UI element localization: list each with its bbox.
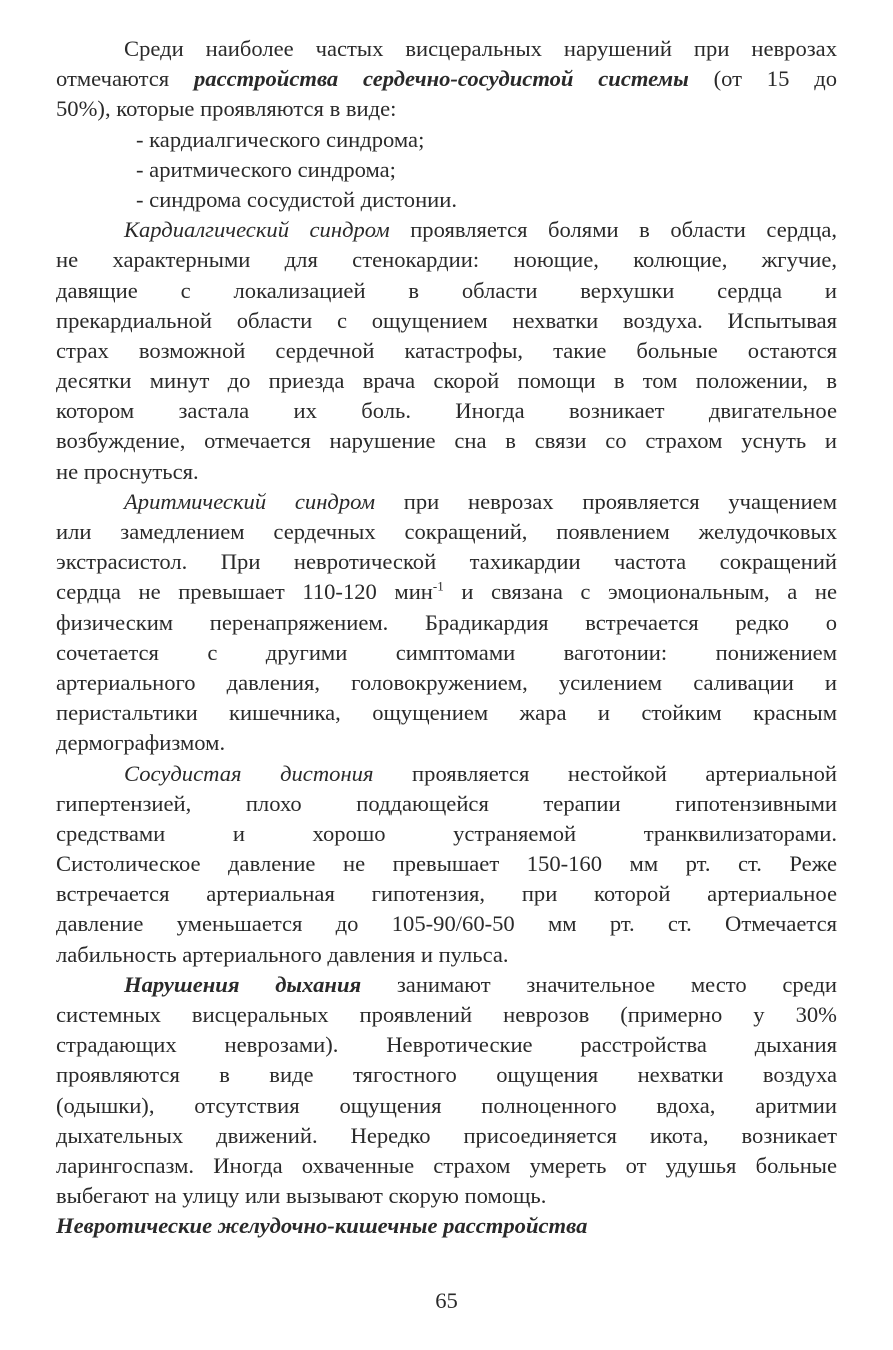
text-line bbox=[56, 698, 837, 728]
text-line bbox=[56, 366, 837, 396]
text-line bbox=[56, 487, 837, 517]
page-number: 65 bbox=[435, 1288, 458, 1313]
text-segment: прекардиальной области с ощущением нехватки воздуха. Испытывая bbox=[56, 307, 837, 333]
emphasis-it: Аритмический синдром bbox=[124, 488, 375, 514]
text-segment: давление уменьшается до 105-90/60-50 мм рт. ст. Отмечается bbox=[56, 911, 837, 937]
emphasis-bi: Нарушения дыхания bbox=[124, 971, 362, 997]
text-segment: Систолическое давление не превышает 150-160 мм рт. ст. Реже bbox=[56, 851, 837, 877]
text-segment: проявляются в виде тягостного ощущения нехватки воздуха bbox=[56, 1062, 837, 1088]
text-segment: сочетается с другими симптомами ваготонии: понижением bbox=[56, 639, 837, 665]
body-text bbox=[56, 34, 837, 1242]
text-line bbox=[56, 155, 837, 185]
text-segment: экстрасистол. При невротической тахикардии частота сокращений bbox=[56, 549, 837, 575]
text-segment: - синдрома сосудистой дистонии. bbox=[136, 186, 457, 212]
text-line bbox=[56, 276, 837, 306]
text-line bbox=[56, 577, 837, 607]
text-line bbox=[56, 608, 837, 638]
text-segment: гипертензией, плохо поддающейся терапии гипотензивными bbox=[56, 790, 837, 816]
text-line bbox=[56, 94, 837, 124]
text-line bbox=[56, 34, 837, 64]
text-segment: не проснуться. bbox=[56, 458, 199, 484]
text-segment: ларингоспазм. Иногда охваченные страхом умереть от удушья больные bbox=[56, 1152, 837, 1178]
text-line bbox=[56, 1151, 837, 1181]
text-line bbox=[56, 759, 837, 789]
text-line bbox=[56, 1181, 837, 1211]
text-segment: сердца не превышает 110-120 мин bbox=[56, 579, 433, 605]
text-line bbox=[56, 1000, 837, 1030]
text-line bbox=[56, 1060, 837, 1090]
text-line bbox=[56, 940, 837, 970]
text-line bbox=[56, 1030, 837, 1060]
text-segment: десятки минут до приезда врача скорой помощи в том положении, в bbox=[56, 368, 837, 394]
emphasis-sup: -1 bbox=[432, 578, 444, 594]
text-line bbox=[56, 879, 837, 909]
text-line bbox=[56, 517, 837, 547]
text-segment: встречается артериальная гипотензия, при которой артериальное bbox=[56, 881, 837, 907]
text-line bbox=[56, 457, 837, 487]
text-segment: не характерными для стенокардии: ноющие, колющие, жгучие, bbox=[56, 247, 837, 273]
emphasis-it: Кардиалгический синдром bbox=[124, 217, 390, 243]
text-segment: или замедлением сердечных сокращений, появлением желудочковых bbox=[56, 519, 837, 544]
text-segment: и связана с эмоциональным, а не bbox=[443, 579, 837, 605]
text-segment: проявляется болями в области сердца, bbox=[389, 217, 837, 243]
emphasis-bi: Невротические желудочно-кишечные расстройства bbox=[56, 1213, 588, 1239]
text-segment: (от 15 до bbox=[688, 66, 837, 92]
text-line bbox=[56, 819, 837, 849]
text-segment: котором застала их боль. Иногда возникает двигательное bbox=[56, 398, 837, 424]
text-line bbox=[56, 970, 837, 1000]
emphasis-bi: расстройства сердечно-сосудистой системы bbox=[193, 66, 689, 92]
text-segment: артериального давления, головокружением, усилением саливации и bbox=[56, 669, 837, 695]
text-line bbox=[56, 396, 837, 426]
text-line bbox=[56, 336, 837, 366]
text-segment: - аритмического синдрома; bbox=[136, 156, 396, 182]
text-segment: лабильность артериального давления и пульса. bbox=[56, 941, 509, 967]
text-line bbox=[56, 306, 837, 336]
text-segment: занимают значительное место среди bbox=[361, 971, 837, 997]
text-segment: (одышки), отсутствия ощущения полноценного вдоха, аритмии bbox=[56, 1092, 837, 1118]
text-segment: перистальтики кишечника, ощущением жара и стойким красным bbox=[56, 700, 837, 726]
text-segment: Среди наиболее частых висцеральных нарушений при неврозах bbox=[124, 36, 837, 61]
text-line bbox=[56, 1091, 837, 1121]
text-segment: средствами и хорошо устраняемой транквилизаторами. bbox=[56, 820, 837, 846]
text-line bbox=[56, 215, 837, 245]
emphasis-it: Сосудистая дистония bbox=[124, 760, 374, 786]
text-line bbox=[56, 668, 837, 698]
text-segment: дыхательных движений. Нередко присоединяется икота, возникает bbox=[56, 1122, 837, 1148]
text-line bbox=[56, 426, 837, 456]
text-segment: страх возможной сердечной катастрофы, такие больные остаются bbox=[56, 337, 837, 363]
text-line bbox=[56, 547, 837, 577]
text-line bbox=[56, 1121, 837, 1151]
text-line bbox=[56, 185, 837, 215]
text-segment: системных висцеральных проявлений неврозов (примерно у 30% bbox=[56, 1002, 837, 1027]
text-line bbox=[56, 728, 837, 758]
text-line bbox=[56, 909, 837, 939]
text-segment: возбуждение, отмечается нарушение сна в связи со страхом уснуть и bbox=[56, 428, 837, 454]
text-segment: проявляется нестойкой артериальной bbox=[373, 760, 837, 786]
text-segment: выбегают на улицу или вызывают скорую помощь. bbox=[56, 1183, 547, 1209]
text-segment: страдающих неврозами). Невротические расстройства дыхания bbox=[56, 1032, 837, 1058]
text-line bbox=[56, 64, 837, 94]
text-line bbox=[56, 125, 837, 155]
text-segment: давящие с локализацией в области верхушки сердца и bbox=[56, 277, 837, 303]
text-line bbox=[56, 1211, 837, 1241]
text-segment: отмечаются bbox=[56, 66, 194, 92]
text-line bbox=[56, 245, 837, 275]
text-segment: 50%), которые проявляются в виде: bbox=[56, 96, 397, 122]
text-segment: при неврозах проявляется учащением bbox=[375, 488, 838, 514]
text-segment: дермографизмом. bbox=[56, 730, 226, 756]
text-line bbox=[56, 789, 837, 819]
text-line bbox=[56, 638, 837, 668]
text-line bbox=[56, 849, 837, 879]
text-segment: - кардиалгического синдрома; bbox=[136, 126, 425, 152]
text-segment: физическим перенапряжением. Брадикардия встречается редко о bbox=[56, 609, 837, 635]
